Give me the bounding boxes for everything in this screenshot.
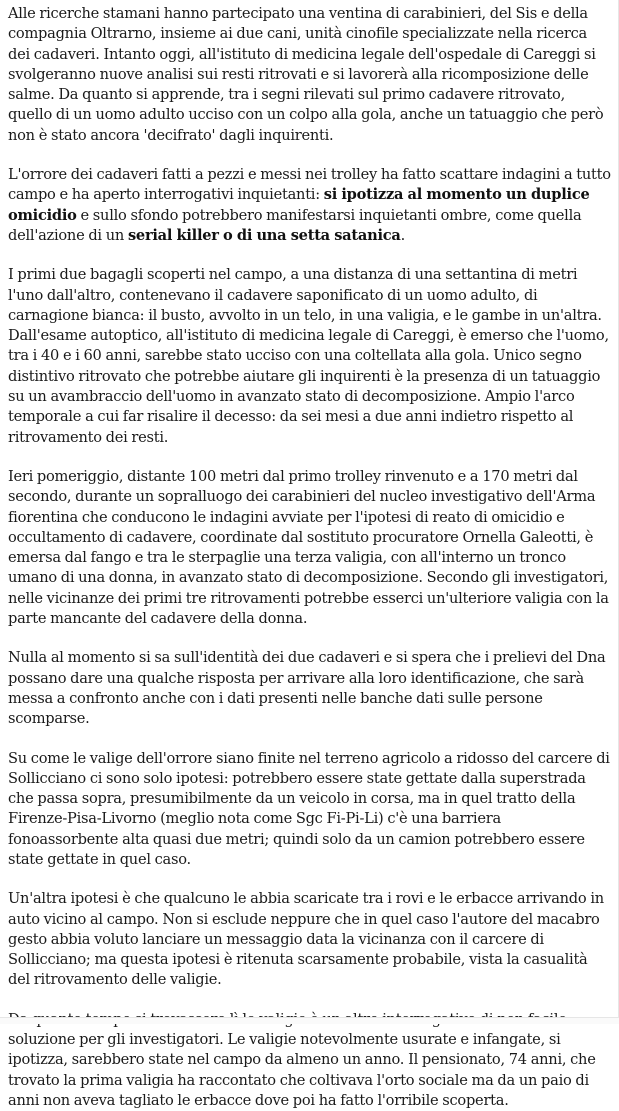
paragraph-7: Un'altra ipotesi è che qualcuno le abbia scaricate tra i rovi e le erbacce arrivando in auto vicino al campo. Non si esclude neppure che in quel caso l'autore del macabro gesto abbia voluto lanciare un messaggio data la vicinanza con il carcere di Sollicciano; ma questa ipotesi è ritenuta scarsamente probabile, vista la casualità del ritrovamento delle valigie. bbox=[8, 890, 604, 989]
page-bottom-divider bbox=[0, 1017, 619, 1024]
paragraph-2-text-c: e sullo sfondo potrebbero manifestarsi inquietanti ombre, come quella dell'azione di un bbox=[8, 206, 582, 244]
bold-duplice-omicidio: si ipotizza al momento un duplice omicidio bbox=[8, 186, 590, 224]
bold-serial-killer: serial killer o di una setta satanica bbox=[127, 226, 401, 244]
paragraph-8: soluzione per gli investigatori. Le valigie notevolmente usurate e infangate, si ipotizza, sarebbero state nel campo da almeno un anno. Il pensionato, 74 anni, che trovato la prima valigia ha raccontato che coltivava l'orto sociale ma da un paio di anni non aveva tagliato le erbacce dove poi ha fatto l'orribile scoperta. bbox=[8, 1031, 596, 1109]
paragraph-2 bbox=[8, 165, 612, 246]
paragraph-1: Alle ricerche stamani hanno partecipato una ventina di carabinieri, del Sis e della compagnia Oltrarno, insieme ai due cani, unità cinofile specializzate nella ricerca dei cadaveri. Intanto oggi, all'istituto di medicina legale dell'ospedale di Careggi si svolgeranno nuove analisi sui resti ritrovati e si lavorerà alla ricomposizione delle salme. Da quanto si apprende, tra i segni rilevati sul primo cadavere ritrovato, quello di un uomo adulto ucciso con un colpo alla gola, anche un tatuaggio che però non è stato ancora 'decifrato' dagli inquirenti. bbox=[8, 5, 604, 144]
paragraph-3: I primi due bagagli scoperti nel campo, a una distanza di una settantina di metri l'uno dall'altro, contenevano il cadavere saponificato di un uomo adulto, di carnagione bianca: il busto, avvolto in un telo, in una valigia, e le gambe in un'altra. Dall'esame autoptico, all'istituto di medicina legale di Careggi, è emerso che l'uomo, tra i 40 e i 60 anni, sarebbe stato ucciso con una coltellata alla gola. Unico segno distintivo ritrovato che potrebbe aiutare gli inquirenti è la presenza di un tatuaggio su un avambraccio dell'uomo in avanzato stato di decomposizione. Ampio l'arco temporale a cui far risalire il decesso: da sei mesi a due anni indietro rispetto al ritrovamento dei resti. bbox=[8, 266, 609, 446]
paragraph-5: Nulla al momento si sa sull'identità dei due cadaveri e si spera che i prelievi del Dna possano dare una qualche risposta per arrivare alla loro identificazione, che sarà messa a confronto anche con i dati presenti nelle banche dati sulle persone scomparse. bbox=[8, 649, 606, 728]
paragraph-2-text-e: . bbox=[400, 226, 405, 244]
paragraph-4: Ieri pomeriggio, distante 100 metri dal primo trolley rinvenuto e a 170 metri dal secondo, durante un sopralluogo dei carabinieri del nucleo investigativo dell'Arma fiorentina che conducono le indagini avviate per l'ipotesi di reato di omicidio e occultamento di cadavere, coordinate dal sostituto procuratore Ornella Galeotti, è emersa dal fango e tra le sterpaglie una terza valigia, con all'interno un tronco umano di una donna, in avanzato stato di decomposizione. Secondo gli investigatori, nelle vicinanze dei primi tre ritrovamenti potrebbe esserci un'ulteriore valigia con la parte mancante del cadavere della donna. bbox=[8, 467, 609, 628]
paragraph-6: Su come le valige dell'orrore siano finite nel terreno agricolo a ridosso del carcere di Sollicciano ci sono solo ipotesi: potrebbero essere state gettate dalla superstrada che passa sopra, presumibilmente da un veicolo in corsa, ma in quel tratto della Firenze-Pisa-Livorno (meglio nota come Sgc Fi-Pi-Li) c'è una barriera fonoassorbente alta quasi due metri; quindi solo da un camion potrebbero essere state gettate in quel caso. bbox=[8, 749, 610, 868]
paragraph-2-text-a: L'orrore dei cadaveri fatti a pezzi e messi nei trolley ha fatto scattare indagini a tutto campo e ha aperto interrogativi inquietanti: bbox=[8, 166, 611, 204]
